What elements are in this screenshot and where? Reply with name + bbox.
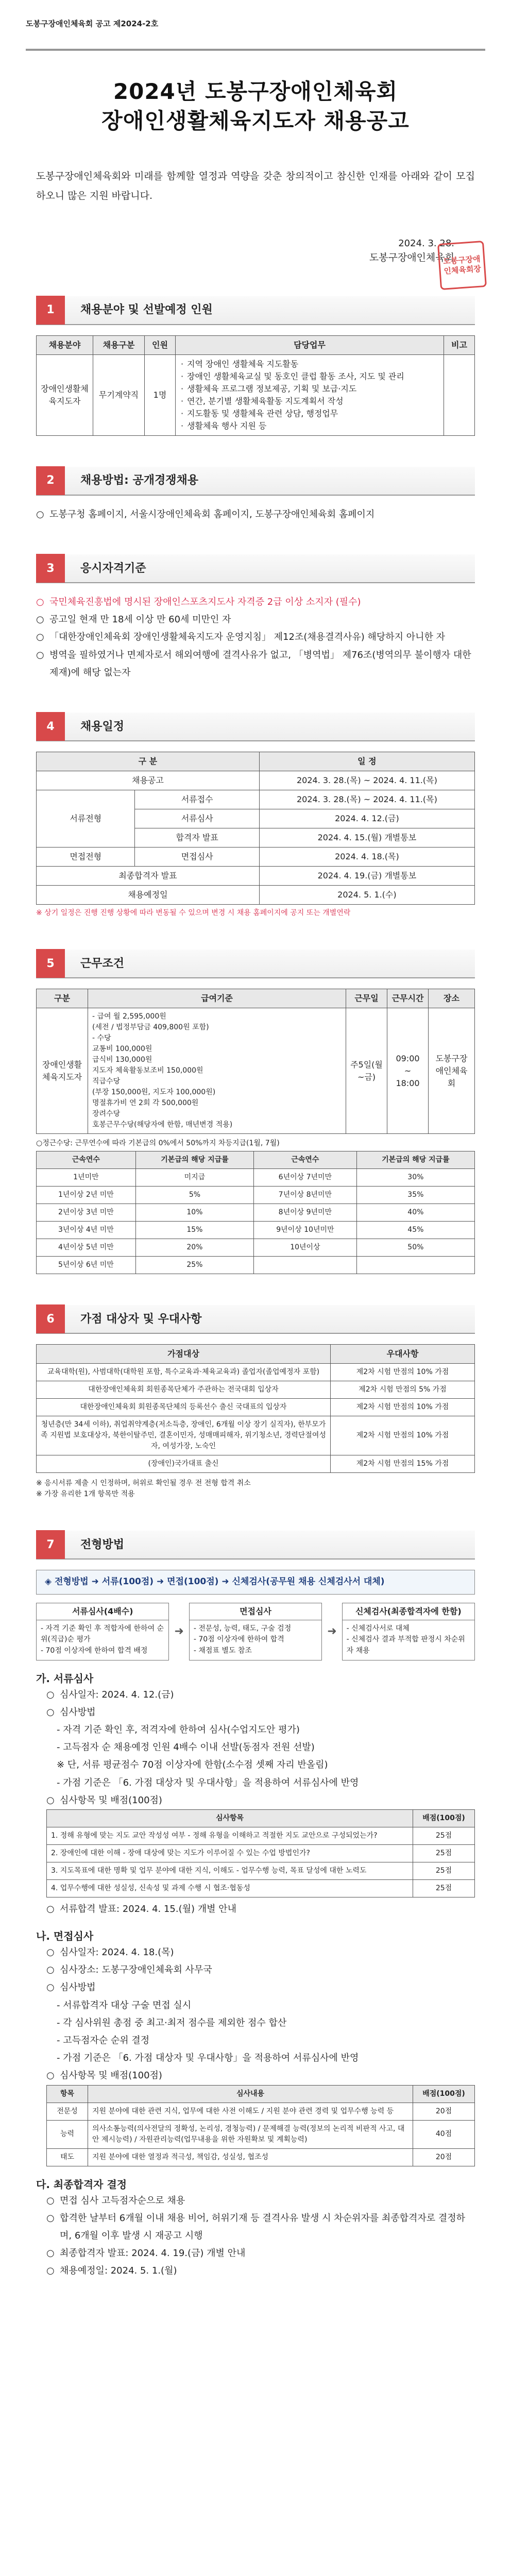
allowance-cell: 1년이상 2년 미만 xyxy=(37,1187,136,1204)
section-number: 3 xyxy=(36,554,65,583)
allowance-table xyxy=(36,1151,475,1274)
section-title: 전형방법 xyxy=(80,1538,125,1551)
pay-line: 급식비 130,000원 xyxy=(92,1056,152,1064)
col-header: 배점(100점) xyxy=(413,1809,475,1827)
list-item: · 지역 장애인 생활체육 지도활동 xyxy=(180,358,439,370)
schedule-note: ※ 상기 일정은 진행 진행 상황에 따라 변동될 수 있으며 변경 시 채용 홈페이지에 공지 또는 개별연락 xyxy=(36,909,351,917)
list-item: ○ 심사일자: 2024. 4. 12.(금) xyxy=(46,1686,475,1704)
list-item: · 생활체육 행사 지원 등 xyxy=(180,420,439,432)
selection-flow: ◈ 전형방법 ➜ 서류(100점) ➜ 면접(100점) ➜ 신체검사(공무원 채용 신체검사서 대체) xyxy=(36,1570,475,1595)
list-item: ○ 심사항목 및 배점(100점) xyxy=(46,1792,475,1809)
step-line: - 신체검사 결과 부적합 판정시 차순위자 채용 xyxy=(346,1635,465,1655)
allowance-cell: 10% xyxy=(135,1204,253,1222)
step-title: 서류심사(4배수) xyxy=(37,1603,168,1620)
final-heading: 다. 최종합격자 결정 xyxy=(36,2178,127,2191)
allowance-note: ○정근수당: 근무연수에 따라 기본급의 0%에서 50%까지 차등지급(1월, 7월) xyxy=(36,1139,280,1147)
schedule-date: 2024. 4. 15.(월) 개별통보 xyxy=(259,828,474,848)
table-row xyxy=(37,867,475,886)
col-header: 항목 xyxy=(47,2085,88,2103)
list-item: ○ 합격한 날부터 6개월 이내 채용 비어, 허위기재 등 결격사유 발생 시 차순위자를 최종합격자로 결정하며, 6개월 이후 발생 시 재공고 시행 xyxy=(46,2210,475,2245)
pay-line: 호봉근무수당(해당자에 한함, 매년변경 적용) xyxy=(92,1121,233,1129)
count-cell: 1명 xyxy=(145,354,176,435)
section-number: 4 xyxy=(36,712,65,741)
recruit-field-table xyxy=(36,335,475,436)
table-row xyxy=(37,771,475,790)
section-number: 6 xyxy=(36,1304,65,1333)
score-desc: 지원 분야에 대한 관련 지식, 업무에 대한 사전 이해도 / 지원 분야 관련 경력 및 업무수행 능력 등 xyxy=(88,2103,413,2120)
allowance-cell: 45% xyxy=(356,1222,474,1239)
official-seal: 도봉구장애인체육회장 xyxy=(437,241,487,290)
list-item: ○ 서류합격 발표: 2024. 4. 15.(월) 개별 안내 xyxy=(46,1901,475,1918)
score-value: 20점 xyxy=(413,2148,475,2166)
score-value: 25점 xyxy=(413,1862,475,1879)
document-review-list xyxy=(36,1686,475,1721)
list-item: · 지도활동 및 생활체육 관련 상담, 행정업무 xyxy=(180,408,439,420)
allowance-cell: 30% xyxy=(356,1169,474,1187)
col-header: 채용분야 xyxy=(37,335,93,354)
bonus-note: ※ 가장 유리한 1개 항목만 적용 xyxy=(36,1490,135,1498)
schedule-item: 합격자 발표 xyxy=(135,828,259,848)
allowance-cell: 15% xyxy=(135,1222,253,1239)
duties-cell xyxy=(176,354,444,435)
col-header: 배점(100점) xyxy=(413,2085,475,2103)
list-item: - 고득점자 순 채용예정 인원 4배수 이내 선발(동점자 전원 선발) xyxy=(57,1742,315,1753)
section-7-header xyxy=(36,1531,475,1560)
list-item: ※ 단, 서류 평균점수 70점 이상자에 한함(소수점 셋째 자리 반올림) xyxy=(57,1759,328,1771)
pay-line: 명절휴가비 연 2회 각 500,000원 xyxy=(92,1099,199,1107)
step-medical xyxy=(342,1603,475,1660)
section-title: 채용분야 및 선발예정 인원 xyxy=(80,303,213,317)
pay-line: 지도자 체육활동보조비 150,000원 xyxy=(92,1066,203,1075)
bonus-benefit: 제2차 시험 만점의 10% 가점 xyxy=(331,1416,475,1455)
notice-date: 2024. 3. 28. xyxy=(398,238,454,249)
schedule-group: 채용예정일 xyxy=(37,886,260,905)
section-3-header xyxy=(36,554,475,583)
allowance-cell: 25% xyxy=(135,1257,253,1274)
qualification-list xyxy=(36,594,475,682)
score-item: 2. 장애인에 대한 이해 - 장애 대상에 맞는 지도가 이루어질 수 있는 수업 방법인가? xyxy=(47,1844,413,1862)
score-value: 25점 xyxy=(413,1827,475,1844)
list-item: - 가점 기준은 「6. 가점 대상자 및 우대사항」을 적용하여 서류심사에 반영 xyxy=(57,1777,359,1788)
bonus-target: 대한장애인체육회 회원종목단체의 등록선수 출신 국대표의 입상자 xyxy=(37,1399,331,1416)
col-header: 심사항목 xyxy=(47,1809,413,1827)
pay-line: - 급여 월 2,595,000원 xyxy=(92,1012,166,1021)
score-value: 20점 xyxy=(413,2103,475,2120)
table-row xyxy=(37,1364,475,1381)
schedule-date: 2024. 4. 12.(금) xyxy=(259,809,474,828)
allowance-cell: 1년미만 xyxy=(37,1169,136,1187)
col-header: 우대사항 xyxy=(331,1345,475,1364)
arrow-icon: ➜ xyxy=(174,1625,184,1638)
type-cell: 무기계약직 xyxy=(93,354,145,435)
schedule-date: 2024. 3. 28.(목) ~ 2024. 4. 11.(목) xyxy=(259,771,474,790)
bonus-note: ※ 응시서류 제출 시 인정하며, 허위로 확인될 경우 전 전형 합격 취소 xyxy=(36,1479,251,1487)
allowance-cell: 6년이상 7년미만 xyxy=(254,1169,357,1187)
arrow-icon: ➜ xyxy=(327,1625,337,1638)
score-value: 25점 xyxy=(413,1844,475,1862)
col-header: 기본급의 해당 지급률 xyxy=(356,1151,474,1169)
interview-methods xyxy=(36,1997,475,2067)
document-score-heading-list xyxy=(36,1792,475,1809)
pay-line: - 수당 xyxy=(92,1034,111,1042)
schedule-item: 면접심사 xyxy=(135,848,259,867)
section-4-header xyxy=(36,713,475,741)
pay-line: 교통비 100,000원 xyxy=(92,1045,152,1053)
list-item: ○ 심사일자: 2024. 4. 18.(목) xyxy=(46,1944,475,1961)
schedule-group: 면접전형 xyxy=(37,848,135,867)
table-row xyxy=(37,354,475,435)
table-row xyxy=(47,2148,475,2166)
allowance-cell: 8년이상 9년미만 xyxy=(254,1204,357,1222)
table-row xyxy=(47,2120,475,2148)
table-row xyxy=(47,2103,475,2120)
hours-cell: 09:00 ~ 18:00 xyxy=(387,1008,429,1134)
section-title: 근무조건 xyxy=(80,957,125,970)
score-item: 1. 정해 유형에 맞는 지도 교안 작성성 여부 - 정해 유형을 이해하고 적절한 지도 교안으로 구성되었는가? xyxy=(47,1827,413,1844)
section-title: 채용방법: 공개경쟁채용 xyxy=(80,474,198,487)
step-title: 신체검사(최종합격자에 한함) xyxy=(343,1603,474,1620)
table-row xyxy=(37,886,475,905)
document-review-methods xyxy=(36,1721,475,1792)
list-item: ○ 심사장소: 도봉구장애인체육회 사무국 xyxy=(46,1961,475,1979)
col-header: 비고 xyxy=(444,335,475,354)
allowance-cell: 9년이상 10년미만 xyxy=(254,1222,357,1239)
work-conditions-table xyxy=(36,989,475,1134)
list-item: ○ 국민체육진흥법에 명시된 장애인스포츠지도사 자격증 2급 이상 소지자 (필수) xyxy=(36,594,475,611)
title-line2: 장애인생활체육지도자 채용공고 xyxy=(101,108,410,133)
table-row xyxy=(37,1008,475,1134)
allowance-cell: 미지급 xyxy=(135,1169,253,1187)
schedule-item: 서류심사 xyxy=(135,809,259,828)
score-item: 능력 xyxy=(47,2120,88,2148)
score-item: 전문성 xyxy=(47,2103,88,2120)
top-divider xyxy=(26,49,485,50)
list-item: ○ 공고일 현재 만 18세 이상 만 60세 미만인 자 xyxy=(36,611,475,629)
list-item: ○ 심사항목 및 배점(100점) xyxy=(46,2067,475,2084)
table-row xyxy=(37,1222,475,1239)
col-header: 구분 xyxy=(37,989,88,1008)
col-header: 장소 xyxy=(429,989,475,1008)
document-score-table xyxy=(46,1809,475,1897)
list-item: ○ 면접 심사 고득점자순으로 채용 xyxy=(46,2192,475,2210)
allowance-cell: 50% xyxy=(356,1239,474,1257)
publish-channels xyxy=(36,506,475,523)
list-item: ○ 심사방법 xyxy=(46,1704,475,1721)
section-number: 2 xyxy=(36,466,65,495)
allowance-cell: 5% xyxy=(135,1187,253,1204)
section-number: 7 xyxy=(36,1530,65,1559)
col-header: 가점대상 xyxy=(37,1345,331,1364)
step-line: - 채점표 별도 참조 xyxy=(193,1646,252,1655)
list-item: ○ 도봉구청 홈페이지, 서울시장애인체육회 홈페이지, 도봉구장애인체육회 홈페이지 xyxy=(36,506,475,523)
step-line: - 70점 이상자에 한하여 합격 배정 xyxy=(41,1646,148,1655)
section-number: 1 xyxy=(36,296,65,325)
step-line: - 전문성, 능력, 태도, 구술 검정 xyxy=(193,1624,292,1633)
table-row xyxy=(47,1862,475,1879)
schedule-date: 2024. 4. 18.(목) xyxy=(259,848,474,867)
list-item: - 서류합격자 대상 구술 면접 실시 xyxy=(57,1999,192,2011)
days-cell: 주5일(월~금) xyxy=(346,1008,387,1134)
col-header: 일 정 xyxy=(259,752,474,771)
schedule-date: 2024. 5. 1.(수) xyxy=(259,886,474,905)
col-header: 심사내용 xyxy=(88,2085,413,2103)
bonus-target: 대한장애인체육회 회원종목단체가 주관하는 전국대회 입상자 xyxy=(37,1381,331,1399)
place-cell: 도봉구장애인체육회 xyxy=(429,1008,475,1134)
col-header: 급여기준 xyxy=(88,989,346,1008)
step-line: - 자격 기준 확인 후 적합자에 한하여 순위(직급)순 평가 xyxy=(41,1624,164,1644)
schedule-group: 채용공고 xyxy=(37,771,260,790)
step-line: - 신체검사서로 대체 xyxy=(346,1624,410,1633)
score-item: 4. 업무수행에 대한 성실성, 신속성 및 과제 수행 시 협조·협동성 xyxy=(47,1879,413,1897)
list-item: · 생활체육 프로그램 정보제공, 기획 및 보급·지도 xyxy=(180,383,439,395)
list-item: ○ 병역을 필하였거나 면제자로서 해외여행에 결격사유가 없고, 「병역법」 제76조(병역의무 불이행자 대한 제재)에 해당 없는자 xyxy=(36,647,475,682)
section-5-header xyxy=(36,950,475,978)
col-header: 근속연수 xyxy=(37,1151,136,1169)
col-header: 채용구분 xyxy=(93,335,145,354)
title-line1: 2024년 도봉구장애인체육회 xyxy=(113,79,398,104)
step-interview xyxy=(189,1603,322,1660)
table-row xyxy=(37,1455,475,1473)
bonus-target: 교육대학(원), 사범대학(대학원 포함, 특수교육과·체육교육과) 졸업자(졸업예정자 포함) xyxy=(37,1364,331,1381)
interview-list xyxy=(36,1944,475,1997)
table-row xyxy=(37,1187,475,1204)
note-cell xyxy=(444,354,475,435)
final-list xyxy=(36,2192,475,2280)
list-item: - 고득점자순 순위 결정 xyxy=(57,2035,150,2046)
section-6-header xyxy=(36,1305,475,1334)
section-number: 5 xyxy=(36,949,65,978)
title-block xyxy=(36,77,475,135)
table-row xyxy=(37,1381,475,1399)
bonus-target: 청년층(만 34세 이하), 취업취약계층(저소득층, 장애인, 6개월 이상 장기 실직자), 한부모가족 지원법 보호대상자, 북한이탈주민, 결혼이민자, 성매매피해자, 위기청소년, 경력단절여성자, 여성가장, 노숙인 xyxy=(37,1416,331,1455)
allowance-cell: 40% xyxy=(356,1204,474,1222)
section-title: 응시자격기준 xyxy=(80,562,146,575)
pay-line: 장려수당 xyxy=(92,1110,121,1118)
list-item: ○ 심사방법 xyxy=(46,1979,475,1996)
allowance-cell: 4년이상 5년 미만 xyxy=(37,1239,136,1257)
col-header: 구 분 xyxy=(37,752,260,771)
list-item: - 각 심사위원 총점 중 최고·최저 점수를 제외한 점수 합산 xyxy=(57,2017,287,2028)
field-cell: 장애인생활체육지도자 xyxy=(37,354,93,435)
list-item: ○ 채용예정일: 2024. 5. 1.(월) xyxy=(46,2262,475,2280)
allowance-cell: 10년이상 xyxy=(254,1239,357,1257)
kind-cell: 장애인생활체육지도자 xyxy=(37,1008,88,1134)
table-row xyxy=(47,1827,475,1844)
allowance-cell xyxy=(356,1257,474,1274)
table-row xyxy=(47,1879,475,1897)
section-2-header xyxy=(36,467,475,496)
notice-number: 도봉구장애인체육회 공고 제2024-2호 xyxy=(26,19,159,28)
section-title: 가점 대상자 및 우대사항 xyxy=(80,1312,202,1326)
table-row xyxy=(37,1416,475,1455)
table-row xyxy=(37,1204,475,1222)
col-header: 근속연수 xyxy=(254,1151,357,1169)
table-row xyxy=(37,790,475,809)
pay-line: (세전 / 법정부담금 409,800원 포함) xyxy=(92,1023,209,1031)
schedule-item: 서류접수 xyxy=(135,790,259,809)
allowance-cell: 20% xyxy=(135,1239,253,1257)
list-item: · 연간, 분기별 생활체육활동 지도계획서 작성 xyxy=(180,395,439,408)
col-header: 기본급의 해당 지급률 xyxy=(135,1151,253,1169)
score-value: 40점 xyxy=(413,2120,475,2148)
list-item: - 자격 기준 확인 후, 적격자에 한하여 심사(수업지도안 평가) xyxy=(57,1724,300,1735)
col-header: 근무시간 xyxy=(387,989,429,1008)
document-review-heading: 가. 서류심사 xyxy=(36,1672,94,1685)
list-item: ○ 「대한장애인체육회 장애인생활체육지도자 운영지침」 제12조(채용결격사유) 해당하지 아니한 자 xyxy=(36,629,475,646)
interview-heading: 나. 면접심사 xyxy=(36,1930,94,1943)
table-row xyxy=(37,1399,475,1416)
pay-line: 직급수당 xyxy=(92,1077,121,1086)
interview-score-heading-list xyxy=(36,2067,475,2084)
table-row xyxy=(37,1257,475,1274)
schedule-table xyxy=(36,752,475,905)
interview-score-table xyxy=(46,2085,475,2166)
list-item: · 장애인 생활체육교실 및 동호인 클럽 활동 조사, 지도 및 관리 xyxy=(180,370,439,383)
step-line: - 70점 이상자에 한하여 합격 xyxy=(193,1635,284,1644)
allowance-cell: 2년이상 3년 미만 xyxy=(37,1204,136,1222)
schedule-group: 최종합격자 발표 xyxy=(37,867,260,886)
document-result xyxy=(36,1901,475,1918)
schedule-group: 서류전형 xyxy=(37,790,135,848)
pay-line: (부장 150,000원, 지도자 100,000원) xyxy=(92,1088,216,1096)
table-row xyxy=(37,1239,475,1257)
bonus-benefit: 제2차 시험 만점의 10% 가점 xyxy=(331,1364,475,1381)
score-value: 25점 xyxy=(413,1879,475,1897)
allowance-cell: 5년이상 6년 미만 xyxy=(37,1257,136,1274)
score-item: 태도 xyxy=(47,2148,88,2166)
intro-text: 도봉구장애인체육회와 미래를 함께할 열정과 역량을 갖춘 창의적이고 참신한 인재를 아래와 같이 모집하오니 많은 지원 바랍니다. xyxy=(36,171,475,202)
score-desc: 의사소통능력(의사전달의 정확성, 논리성, 경청능력) / 문제해결 능력(정보의 논리적 비판적 사고, 대안 제시능력) / 자원관리능력(업무내용을 위한 자원확보 및 계획능력) xyxy=(88,2120,413,2148)
bonus-benefit: 제2차 시험 만점의 10% 가점 xyxy=(331,1399,475,1416)
pay-cell xyxy=(88,1008,346,1134)
allowance-cell: 35% xyxy=(356,1187,474,1204)
allowance-cell: 7년이상 8년미만 xyxy=(254,1187,357,1204)
list-item: - 가점 기준은 「6. 가점 대상자 및 우대사항」을 적용하여 서류심사에 반영 xyxy=(57,2053,359,2064)
section-1-header xyxy=(36,296,475,325)
bonus-target: (장애인)국가대표 출신 xyxy=(37,1455,331,1473)
table-row xyxy=(47,1844,475,1862)
bonus-benefit: 제2차 시험 만점의 5% 가점 xyxy=(331,1381,475,1399)
step-document xyxy=(36,1603,169,1660)
score-desc: 지원 분야에 대한 열정과 적극성, 책임감, 성실성, 협조성 xyxy=(88,2148,413,2166)
table-row xyxy=(37,848,475,867)
col-header: 근무일 xyxy=(346,989,387,1008)
score-item: 3. 지도목표에 대한 명확 및 업무 분야에 대한 지식, 이해도 - 업무수행 능력, 목표 달성에 대한 노력도 xyxy=(47,1862,413,1879)
section-title: 채용일정 xyxy=(80,720,125,733)
step-title: 면접심사 xyxy=(190,1603,321,1620)
schedule-date: 2024. 4. 19.(금) 개별통보 xyxy=(259,867,474,886)
bonus-benefit: 제2차 시험 만점의 15% 가점 xyxy=(331,1455,475,1473)
col-header: 담당업무 xyxy=(176,335,444,354)
list-item: ○ 최종합격자 발표: 2024. 4. 19.(금) 개별 안내 xyxy=(46,2245,475,2262)
schedule-date: 2024. 3. 28.(목) ~ 2024. 4. 11.(목) xyxy=(259,790,474,809)
table-row xyxy=(37,1169,475,1187)
bonus-table xyxy=(36,1344,475,1473)
duties-list xyxy=(180,358,439,432)
selection-steps xyxy=(36,1603,475,1660)
allowance-cell xyxy=(254,1257,357,1274)
col-header: 인원 xyxy=(145,335,176,354)
allowance-cell: 3년이상 4년 미만 xyxy=(37,1222,136,1239)
notice-org: 도봉구장애인체육회 xyxy=(369,252,454,264)
